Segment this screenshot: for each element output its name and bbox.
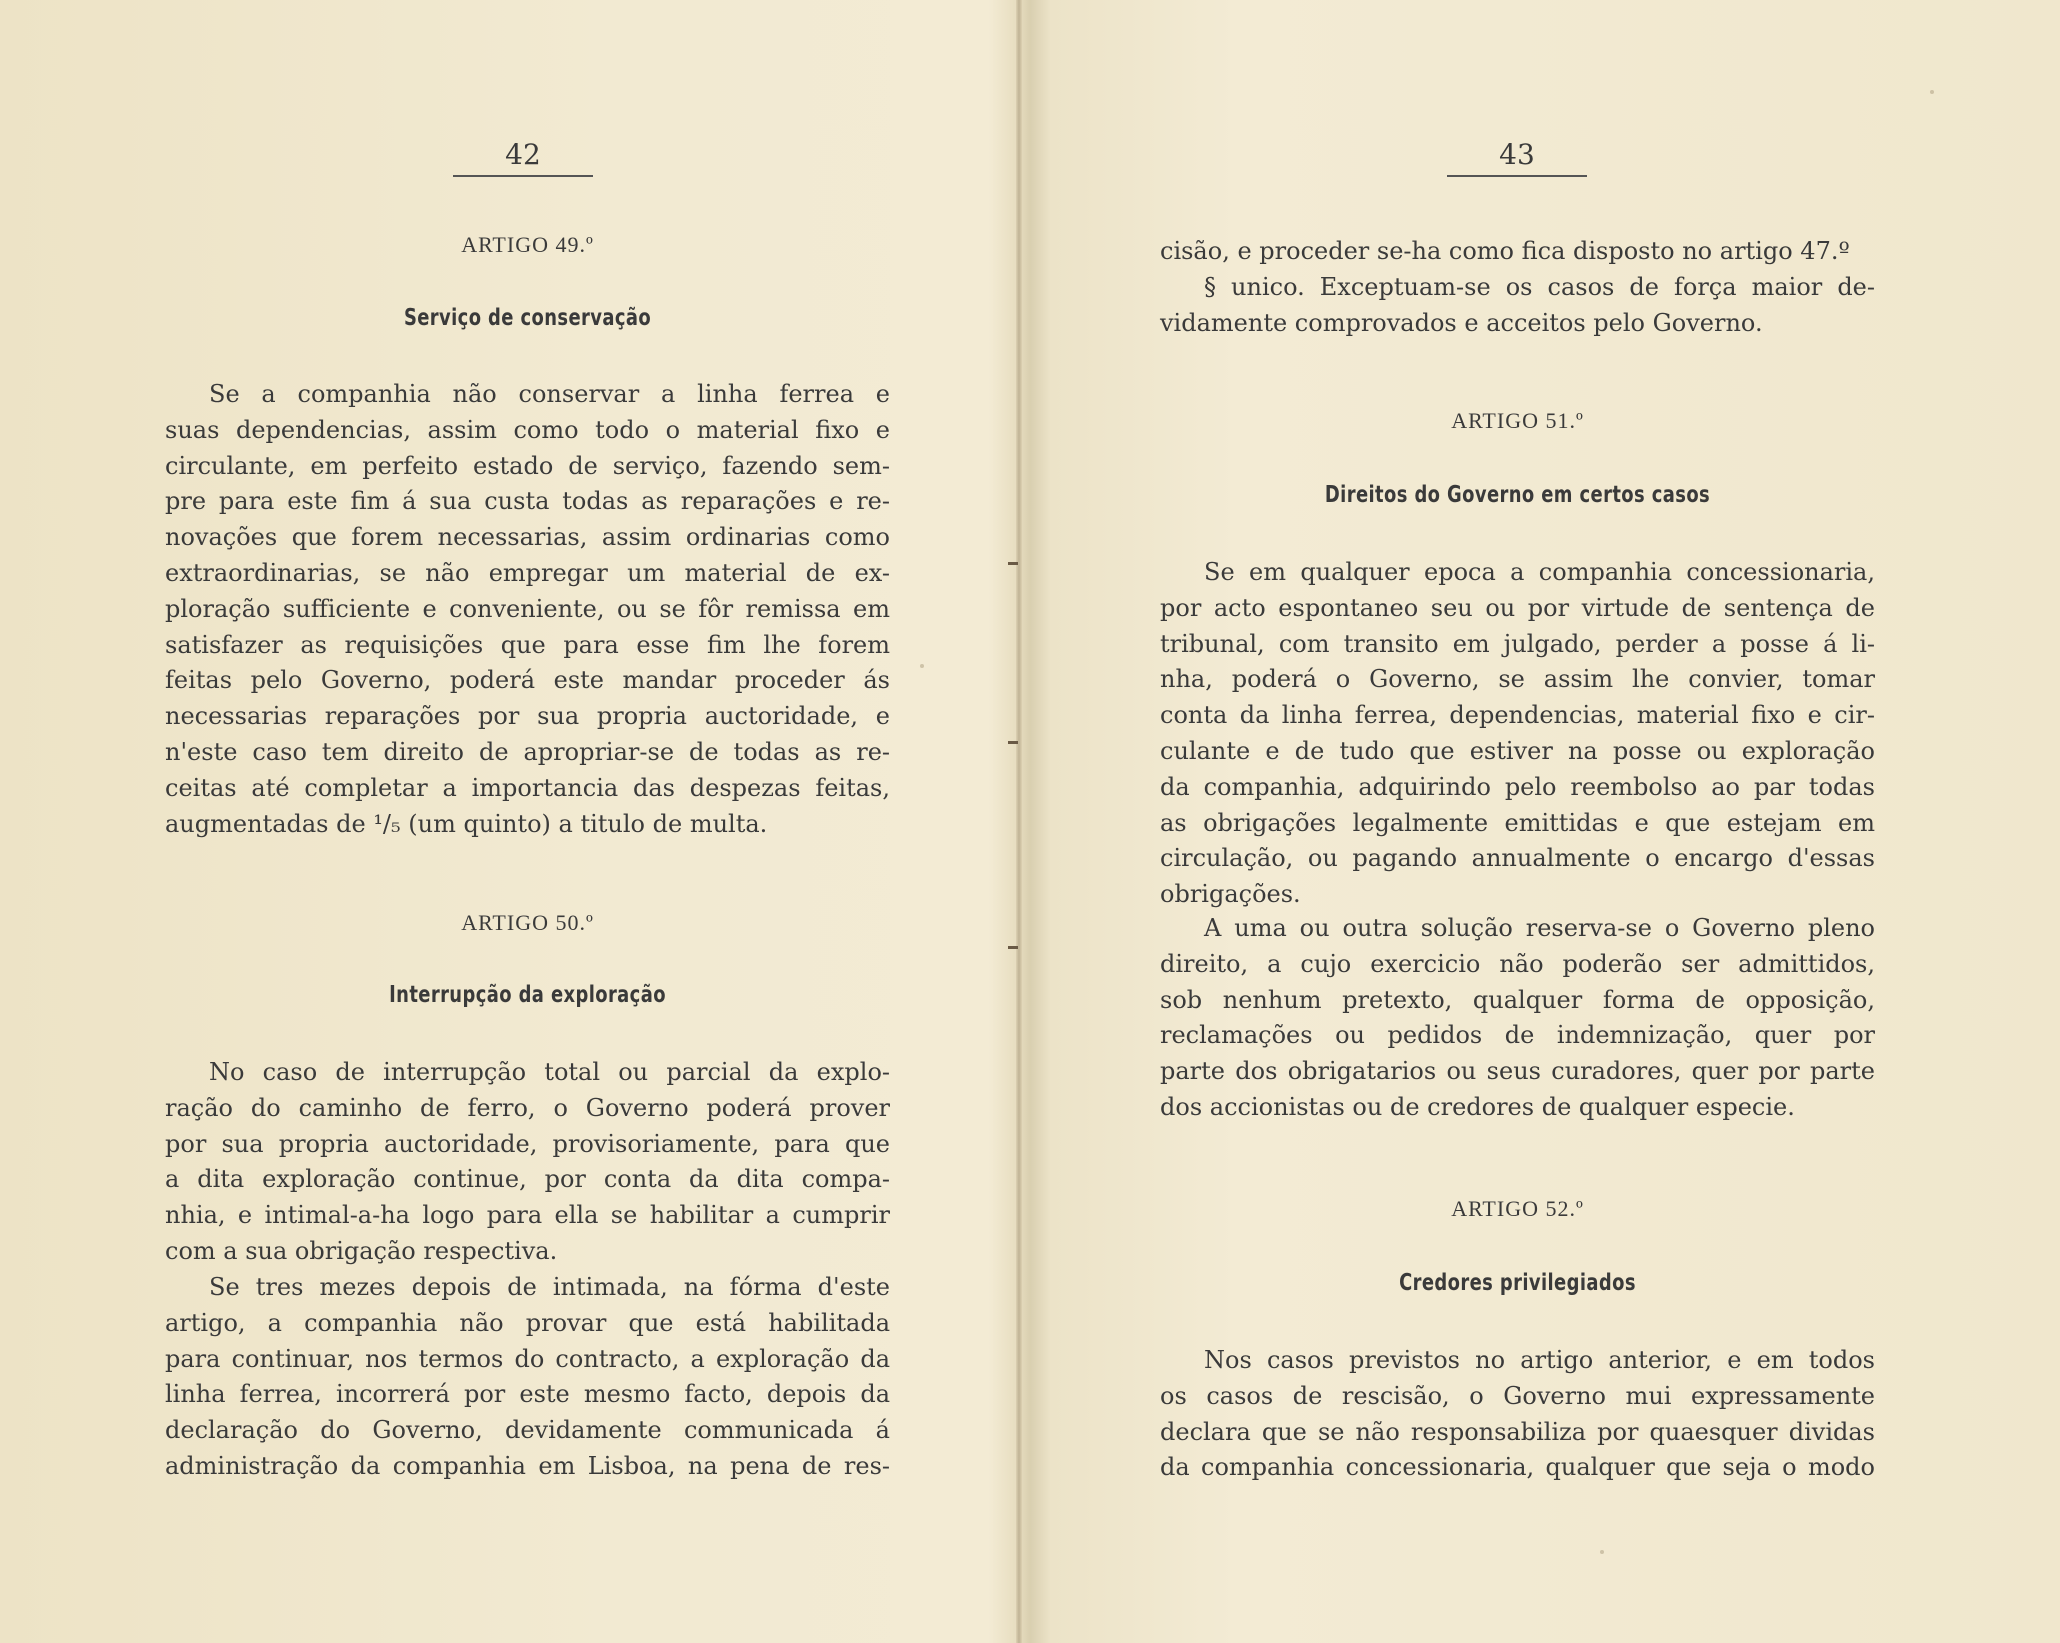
article-title: Direitos do Governo em certos casos [1324, 482, 1711, 508]
text-line: Se tres mezes depois de intimada, na fórma d'este [209, 1273, 890, 1301]
text-line: cisão, e proceder se-ha como fica disposto no artigo 47.º [1160, 237, 1850, 265]
article-51-paragraph-1 [1160, 555, 1875, 913]
text-line: declara que se não responsabiliza por quaesquer dividas [1160, 1417, 1875, 1446]
text-line: novações que forem necessarias, assim ordinarias como [165, 523, 890, 552]
text-line: nha, poderá o Governo, se assim lhe convier, tomar [1160, 665, 1875, 694]
text-line: augmentadas de ¹/₅ (um quinto) a titulo de multa. [165, 809, 768, 838]
text-line: No caso de interrupção total ou parcial da explo- [209, 1058, 890, 1086]
text-line: administração da companhia em Lisboa, na pena de res- [165, 1451, 890, 1480]
text-line: suas dependencias, assim como todo o material fixo e [165, 415, 890, 444]
article-51-paragraph-2 [1160, 911, 1875, 1126]
text-line: linha ferrea, incorrerá por este mesmo facto, depois da [165, 1380, 890, 1409]
article-50-paragraph-2 [165, 1270, 890, 1485]
gutter-mark [1008, 562, 1018, 565]
text-line: ploração sufficiente e conveniente, ou se fôr remissa em [165, 594, 890, 623]
text-line: para continuar, nos termos do contracto, a exploração da [165, 1344, 890, 1373]
text-line: feitas pelo Governo, poderá este mandar proceder ás [165, 666, 890, 695]
article-title: Interrupção da exploração [389, 982, 666, 1008]
text-line: nhia, e intimal-a-ha logo para ella se habilitar a cumprir [165, 1201, 890, 1230]
text-line: parte dos obrigatarios ou seus curadores, quer por parte [1160, 1057, 1875, 1086]
text-line: direito, a cujo exercicio não poderão ser admittidos, [1160, 949, 1875, 978]
text-line: satisfazer as requisições que para esse fim lhe forem [165, 630, 890, 659]
unico-paragraph [1160, 270, 1875, 342]
text-line: artigo, a companhia não provar que está habilitada [165, 1308, 890, 1337]
text-line: A uma ou outra solução reserva-se o Governo pleno [1204, 914, 1875, 942]
text-line: pre para este fim á sua custa todas as reparações e re- [165, 487, 890, 516]
article-heading: ARTIGO 51.º [1451, 408, 1584, 433]
text-line: Se a companhia não conservar a linha ferrea e [209, 380, 890, 408]
gutter-mark [1008, 946, 1018, 949]
article-50-paragraph-1 [165, 1055, 890, 1270]
text-line: com a sua obrigação respectiva. [165, 1236, 558, 1265]
text-line: circulação, ou pagando annualmente o encargo d'essas [1160, 844, 1875, 873]
article-heading: ARTIGO 52.º [1451, 1196, 1584, 1221]
text-line: circulante, em perfeito estado de serviço, fazendo sem- [165, 451, 890, 480]
page-number: 42 [453, 138, 593, 177]
text-line: § unico. Exceptuam-se os casos de força maior de- [1204, 273, 1875, 301]
text-line: sob nenhum pretexto, qualquer forma de opposição, [1160, 985, 1875, 1014]
paper-speck [920, 664, 924, 668]
text-line: da companhia concessionaria, qualquer que seja o modo [1160, 1453, 1875, 1482]
article-heading: ARTIGO 49.º [461, 232, 594, 257]
text-line: Nos casos previstos no artigo anterior, e em todos [1204, 1346, 1875, 1374]
text-line: a dita exploração continue, por conta da dita compa- [165, 1165, 890, 1194]
continuation-paragraph [1160, 234, 1875, 270]
text-line: por acto espontaneo seu ou por virtude de sentença de [1160, 593, 1875, 622]
page-number: 43 [1447, 138, 1587, 177]
text-line: extraordinarias, se não empregar um material de ex- [165, 558, 890, 587]
article-title: Credores privilegiados [1399, 1270, 1636, 1296]
text-line: conta da linha ferrea, dependencias, material fixo e cir- [1160, 701, 1875, 730]
right-page [1160, 0, 1875, 1643]
text-line: culante e de tudo que estiver na posse ou exploração [1160, 736, 1875, 765]
text-line: tribunal, com transito em julgado, perder a posse á li- [1160, 629, 1875, 658]
text-line: por sua propria auctoridade, provisoriamente, para que [165, 1129, 890, 1158]
text-line: da companhia, adquirindo pelo reembolso ao par todas [1160, 772, 1875, 801]
text-line: necessarias reparações por sua propria auctoridade, e [165, 702, 890, 731]
article-title: Serviço de conservação [403, 305, 652, 331]
text-line: os casos de rescisão, o Governo mui expressamente [1160, 1381, 1875, 1410]
article-49-paragraph [165, 377, 890, 842]
text-line: dos accionistas ou de credores de qualquer especie. [1160, 1092, 1795, 1121]
text-line: declaração do Governo, devidamente communicada á [165, 1416, 890, 1445]
text-line: obrigações. [1160, 880, 1301, 909]
article-heading: ARTIGO 50.º [461, 910, 594, 935]
text-line: n'este caso tem direito de apropriar-se de todas as re- [165, 737, 890, 766]
text-line: as obrigações legalmente emittidas e que estejam em [1160, 808, 1875, 837]
book-gutter [1016, 0, 1022, 1643]
gutter-mark [1008, 741, 1018, 744]
text-line: Se em qualquer epoca a companhia concessionaria, [1204, 558, 1875, 586]
text-line: vidamente comprovados e acceitos pelo Governo. [1160, 308, 1763, 337]
paper-speck [1930, 90, 1934, 94]
text-line: ceitas até completar a importancia das despezas feitas, [165, 773, 890, 802]
text-line: ração do caminho de ferro, o Governo poderá prover [165, 1093, 890, 1122]
text-line: reclamações ou pedidos de indemnização, quer por [1160, 1021, 1875, 1050]
left-page [165, 0, 890, 1643]
article-52-paragraph-1 [1160, 1343, 1875, 1486]
